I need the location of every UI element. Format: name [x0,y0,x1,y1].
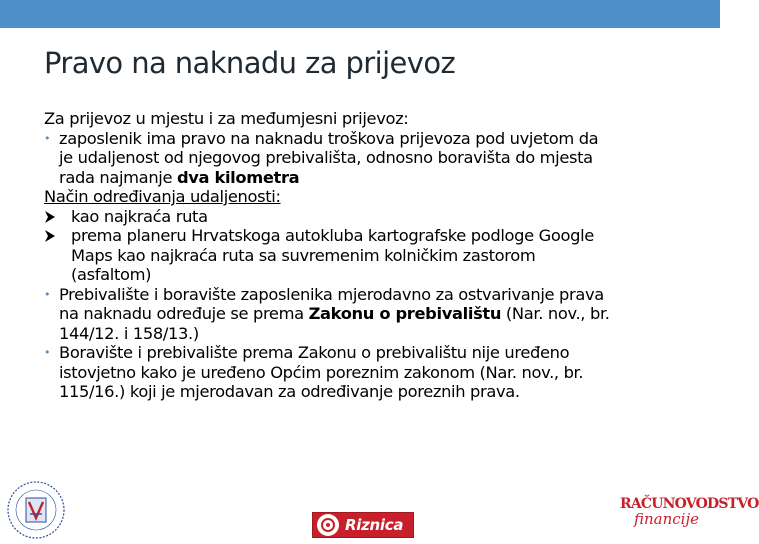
association-logo [4,478,68,540]
law-name-text: Zakonu o prebivalištu [308,304,502,323]
arrow-item-hak-planner: prema planeru Hrvatskoga autokluba kartografske podloge Google Maps kao najkraća ruta sa suvremenim kolničkim zastorom (asfaltom) [44,226,684,285]
bullet-item-distance: • zaposlenik ima pravo na naknadu troškova prijevoza pod uvjetom da je udaljenost od njegovog prebivališta, odnosno boravišta do mjesta rada najmanje dva kilometra [44,128,599,187]
riznica-emblem-icon [317,514,339,536]
bullet-dot-icon: • [44,287,51,301]
bullet-dot-icon: • [44,346,51,359]
bullet-dot-icon: • [44,131,51,145]
arrow-item-shortest-route: kao najkraća ruta [44,207,684,227]
riznica-logo: Riznica [312,512,414,538]
bullet-item-residence: • Prebivalište i boravište zaposlenika mjerodavno za ostvarivanje prava na naknadu određuje se prema Zakonu o prebivalištu (Nar. nov., br. 144/12. i 158/13.) [44,284,610,343]
method-heading: Način određivanja udaljenosti: [44,187,281,206]
emphasis-text: dva kilometra [176,167,300,187]
slide-body [44,109,684,402]
racunovodstvo-financije-logo: RAČUNOVODSTVO financije [620,496,759,528]
top-accent-bar [0,0,720,28]
slide-title: Pravo na naknadu za prijevoz [44,46,456,80]
arrow-bullet-icon [44,226,56,249]
bullet-item-tax-law: • Boravište i prebivalište prema Zakonu o prebivalištu nije uređeno istovjetno kako je uređeno Općim poreznim zakonom (Nar. nov., br. 115/16.) koji je mjerodavan za određivanje poreznih prava. [44,343,584,401]
intro-text: Za prijevoz u mjestu i za međumjesni prijevoz: [44,109,409,128]
